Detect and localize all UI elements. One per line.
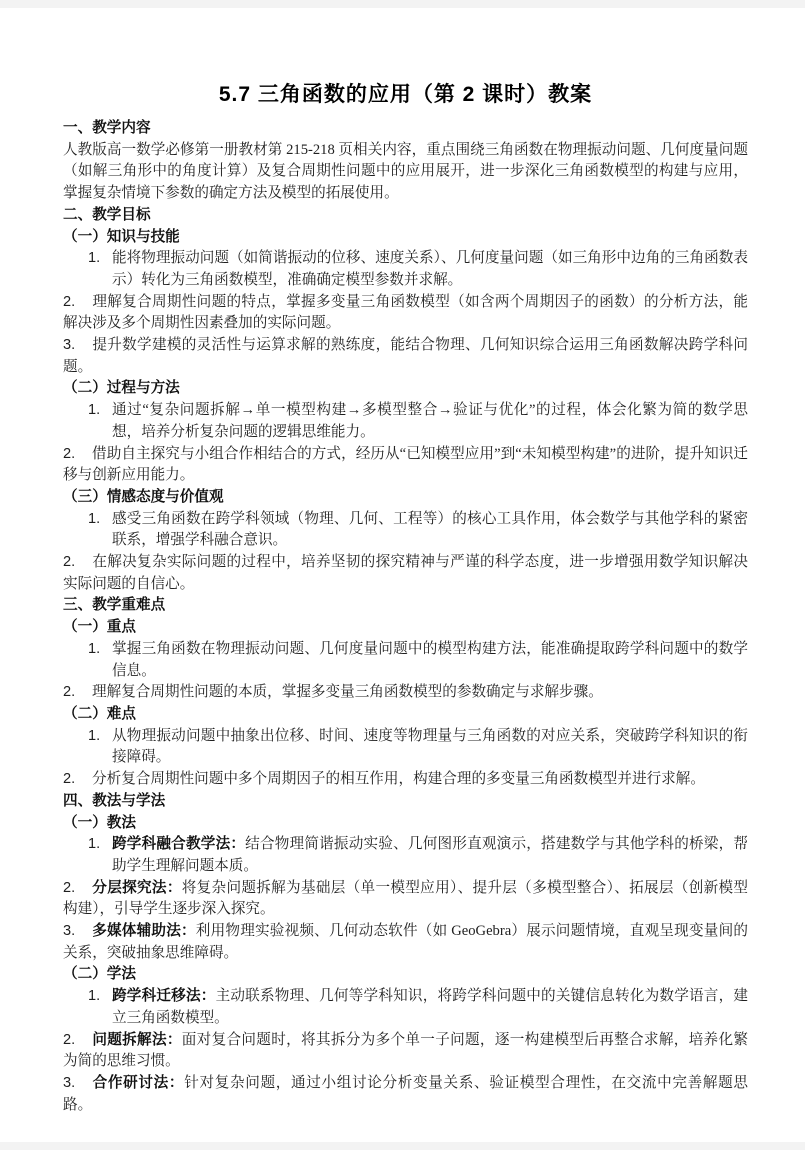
item-lead: 分层探究法： xyxy=(92,879,182,896)
list-item xyxy=(63,986,748,1029)
section-heading: 四、教法与学法 xyxy=(63,792,166,809)
item-lead: 跨学科迁移法： xyxy=(112,988,216,1005)
list-item xyxy=(63,400,748,443)
item-text: 在解决复杂实际问题的过程中，培养坚韧的探究精神与严谨的科学态度，进一步增强用数学知识解决实际问题的自信心。 xyxy=(63,554,748,592)
list-item xyxy=(63,552,748,595)
list-item xyxy=(63,921,748,964)
list-item xyxy=(63,682,748,704)
item-number: 3. xyxy=(63,923,76,940)
item-text: 感受三角函数在跨学科领域（物理、几何、工程等）的核心工具作用，体会数学与其他学科的紧密联系，增强学科融合意识。 xyxy=(112,510,748,549)
item-number: 2. xyxy=(63,445,76,462)
item-text: 利用物理实验视频、几何动态软件（如 GeoGebra）展示问题情境，直观呈现变量间的关系，突破抽象思维障碍。 xyxy=(63,923,748,961)
item-text: 理解复合周期性问题的本质，掌握多变量三角函数模型的参数确定与求解步骤。 xyxy=(92,684,603,701)
item-number: 1. xyxy=(88,836,101,853)
paragraph: 人教版高一数学必修第一册教材第 215-218 页相关内容，重点围绕三角函数在物理振动问题、几何度量问题（如解三角形中的角度计算）及复合周期性问题中的应用展开，进一步深化三角函数模型的构建与应用，掌握复杂情境下参数的确定方法及模型的拓展使用。 xyxy=(63,141,748,202)
item-number: 3. xyxy=(63,1074,76,1091)
item-text: 将复杂问题拆解为基础层（单一模型应用）、提升层（多模型整合）、拓展层（创新模型构建），引导学生逐步深入探究。 xyxy=(63,879,748,918)
item-number: 2. xyxy=(63,684,76,701)
list-item xyxy=(63,335,748,378)
section-heading: 三、教学重难点 xyxy=(63,597,166,614)
item-lead: 多媒体辅助法： xyxy=(92,923,196,940)
item-text: 借助自主探究与小组合作相结合的方式，经历从“已知模型应用”到“未知模型构建”的进阶，提升知识迁移与创新应用能力。 xyxy=(63,445,748,484)
item-text: 主动联系物理、几何等学科知识，将跨学科问题中的关键信息转化为数学语言，建立三角函数模型。 xyxy=(112,988,748,1026)
item-text: 通过“复杂问题拆解→单一模型构建→多模型整合→验证与优化”的过程，体会化繁为简的数学思想，培养分析复杂问题的逻辑思维能力。 xyxy=(112,402,748,440)
item-text: 分析复合周期性问题中多个周期因子的相互作用，构建合理的多变量三角函数模型并进行求解。 xyxy=(92,771,705,788)
subsection-heading: （一）知识与技能 xyxy=(63,228,180,245)
item-text: 能将物理振动问题（如简谐振动的位移、速度关系）、几何度量问题（如三角形中边角的三角函数表示）转化为三角函数模型，准确确定模型参数并求解。 xyxy=(112,250,748,288)
item-number: 1. xyxy=(88,402,101,419)
item-number: 1. xyxy=(88,988,101,1005)
item-text: 掌握三角函数在物理振动问题、几何度量问题中的模型构建方法，能准确提取跨学科问题中的数学信息。 xyxy=(112,640,748,679)
section-heading: 一、教学内容 xyxy=(63,120,151,136)
item-lead: 跨学科融合教学法： xyxy=(112,836,246,853)
item-number: 2. xyxy=(63,879,76,896)
item-text: 从物理振动问题中抽象出位移、时间、速度等物理量与三角函数的对应关系，突破跨学科知识的衔接障碍。 xyxy=(112,727,748,766)
item-text: 面对复合问题时，将其拆分为多个单一子问题，逐一构建模型后再整合求解，培养化繁为简的思维习惯。 xyxy=(63,1031,748,1070)
item-number: 1. xyxy=(88,510,101,527)
item-number: 3. xyxy=(63,337,76,354)
list-item xyxy=(63,444,748,487)
item-text: 结合物理简谐振动实验、几何图形直观演示，搭建数学与其他学科的桥梁，帮助学生理解问题本质。 xyxy=(112,836,748,874)
subsection-heading: （二）学法 xyxy=(63,966,136,983)
list-item xyxy=(63,878,748,921)
subsection-heading: （三）情感态度与价值观 xyxy=(63,488,224,505)
item-number: 2. xyxy=(63,293,76,310)
section-heading: 二、教学目标 xyxy=(63,206,151,223)
item-number: 1. xyxy=(88,640,101,657)
subsection-heading: （一）重点 xyxy=(63,619,136,636)
item-text: 理解复合周期性问题的特点，掌握多变量三角函数模型（如含两个周期因子的函数）的分析方法，能解决涉及多个周期性因素叠加的实际问题。 xyxy=(63,293,748,332)
page-bottom-margin-strip xyxy=(0,1142,805,1150)
list-item xyxy=(63,292,748,335)
item-text: 提升数学建模的灵活性与运算求解的熟练度，能结合物理、几何知识综合运用三角函数解决跨学科问题。 xyxy=(63,337,748,375)
item-lead: 问题拆解法： xyxy=(92,1031,182,1048)
list-item xyxy=(63,834,748,877)
list-item xyxy=(63,726,748,769)
list-item xyxy=(63,1030,748,1073)
list-item xyxy=(63,769,748,791)
item-lead: 合作研讨法： xyxy=(92,1074,185,1091)
list-item xyxy=(63,509,748,552)
list-item xyxy=(63,248,748,291)
item-number: 2. xyxy=(63,554,76,571)
item-number: 2. xyxy=(63,771,76,788)
item-number: 1. xyxy=(88,727,101,744)
subsection-heading: （二）过程与方法 xyxy=(63,380,180,397)
list-item xyxy=(63,639,748,682)
doc-title: 5.7 三角函数的应用（第 2 课时）教案 xyxy=(218,83,593,106)
item-text: 针对复杂问题，通过小组讨论分析变量关系、验证模型合理性，在交流中完善解题思路。 xyxy=(63,1074,748,1113)
list-item xyxy=(63,1073,748,1116)
subsection-heading: （二）难点 xyxy=(63,705,136,722)
item-number: 1. xyxy=(88,250,101,267)
item-number: 2. xyxy=(63,1031,76,1048)
subsection-heading: （一）教法 xyxy=(63,814,136,831)
